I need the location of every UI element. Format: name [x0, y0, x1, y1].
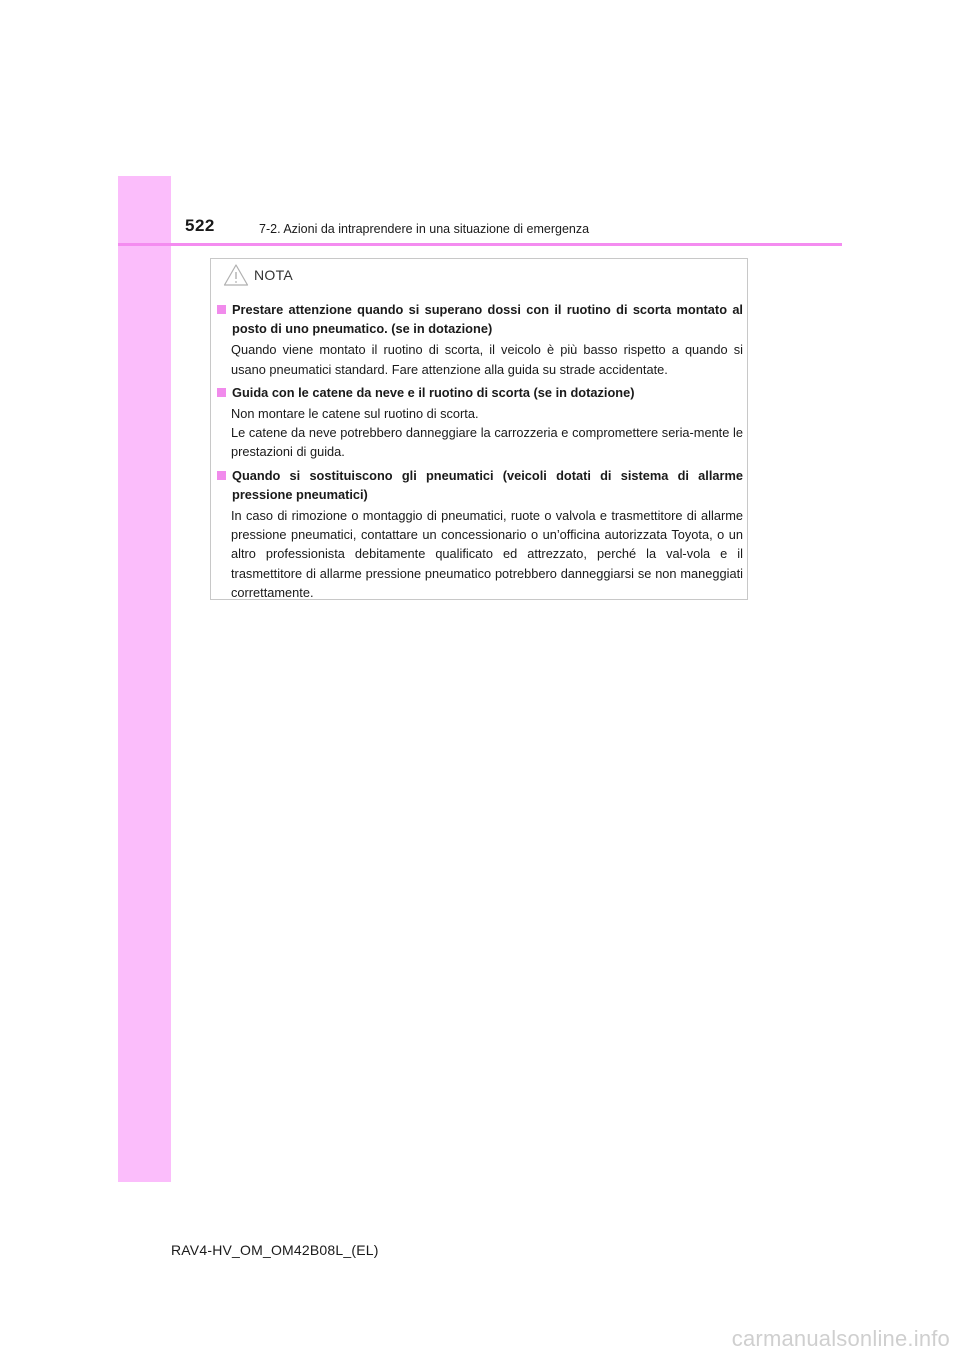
nota-title: NOTA: [254, 267, 294, 283]
header-rule: [118, 243, 842, 246]
nota-item-body: Non montare le catene sul ruotino di scorta. Le catene da neve potrebbero danneggiare la carrozzeria e compromettere seria-mente le prestazioni di guida.: [231, 406, 743, 460]
nota-item-head: [217, 466, 743, 504]
nota-box: [210, 258, 748, 600]
nota-item-title: Prestare attenzione quando si superano dossi con il ruotino di scorta montato al posto di uno pneumatico. (se in dotazione): [232, 302, 743, 337]
nota-item: [217, 466, 743, 602]
nota-item-head: [217, 383, 743, 402]
nota-item: [217, 383, 743, 462]
square-bullet-icon: [217, 305, 229, 314]
side-band: [118, 176, 171, 1182]
nota-item-body: Quando viene montato il ruotino di scorta, il veicolo è più basso rispetto a quando si usano pneumatici standard. Fare attenzione alla guida su strade accidentate.: [231, 342, 743, 377]
nota-item-head: [217, 300, 743, 338]
nota-item: [217, 300, 743, 379]
square-bullet-icon: [217, 388, 229, 397]
square-bullet-icon: [217, 471, 229, 480]
watermark: carmanualsonline.info: [731, 1326, 950, 1351]
warning-triangle-icon: [223, 263, 249, 287]
nota-item-title: Quando si sostituiscono gli pneumatici (veicoli dotati di sistema di allarme pressione pneumatici): [232, 467, 743, 502]
footer-document-code: RAV4-HV_OM_OM42B08L_(EL): [171, 1242, 379, 1258]
section-title: 7-2. Azioni da intraprendere in una situazione di emergenza: [259, 222, 590, 236]
page-number: 522: [185, 216, 215, 235]
nota-content: [217, 300, 743, 606]
nota-header: [223, 262, 293, 288]
nota-item-title: Guida con le catene da neve e il ruotino di scorta (se in dotazione): [232, 384, 635, 400]
nota-item-body: In caso di rimozione o montaggio di pneumatici, ruote o valvola e trasmettitore di allarme pressione pneumatici, contattare un concessionario o un’officina autorizzata Toyota, o un altro professionista debitamente qualificato ed attrezzato, perché la val-vola e il trasmettitore di allarme pressione pneumatico potrebbero danneggiarsi se non maneggiati correttamente.: [231, 508, 743, 600]
